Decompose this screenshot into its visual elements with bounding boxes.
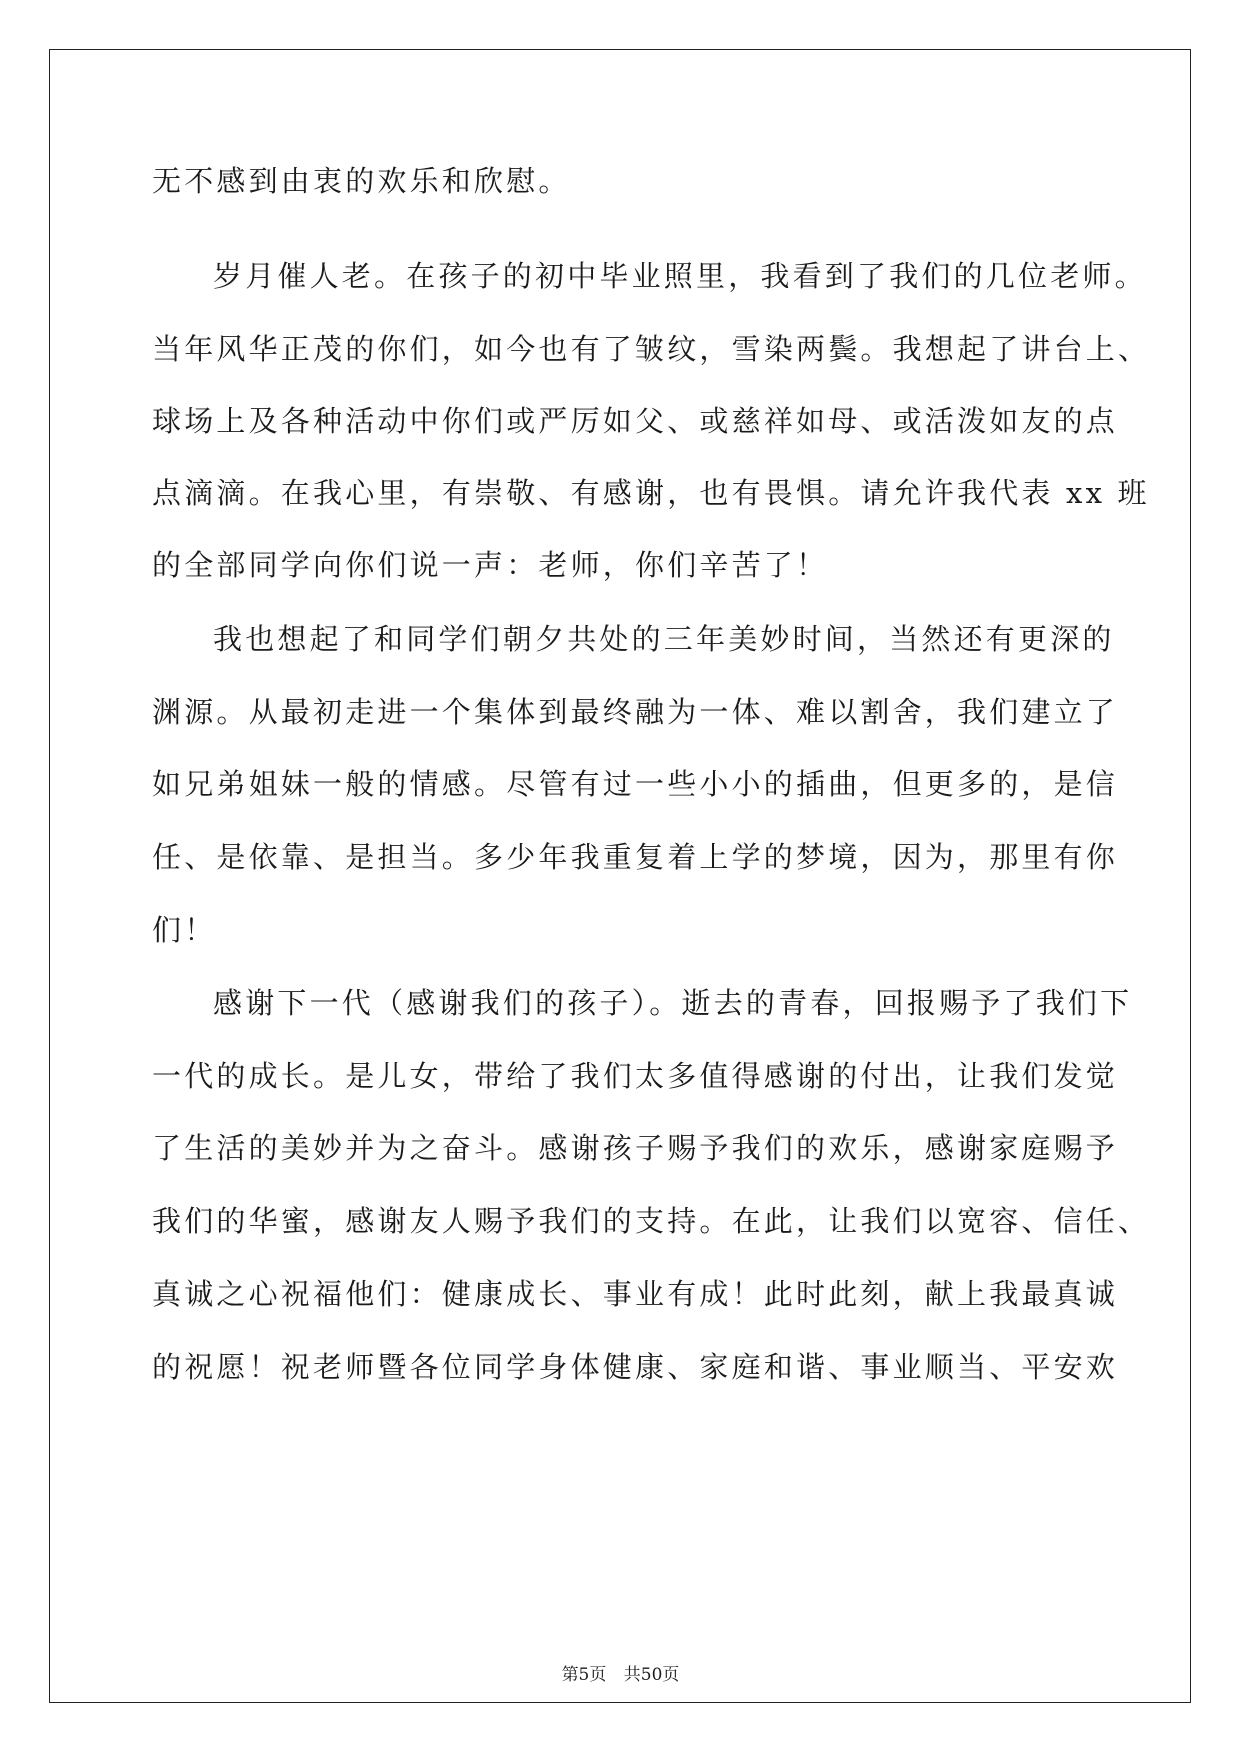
paragraph-start-line: 感谢下一代（感谢我们的孩子）。逝去的青春，回报赐予了我们下 <box>213 986 1133 1020</box>
text-line: 当年风华正茂的你们，如今也有了皱纹，雪染两鬓。我想起了讲台上、 <box>152 332 1151 366</box>
paragraph-start-line: 我也想起了和同学们朝夕共处的三年美妙时间，当然还有更深的 <box>213 622 1115 656</box>
text-line: 一代的成长。是儿女，带给了我们太多值得感谢的付出，让我们发觉 <box>152 1059 1119 1093</box>
text-line: 了生活的美妙并为之奋斗。感谢孩子赐予我们的欢乐，感谢家庭赐予 <box>152 1131 1119 1165</box>
text-line: 的祝愿！祝老师暨各位同学身体健康、家庭和谐、事业顺当、平安欢 <box>152 1350 1119 1384</box>
text-line: 点滴滴。在我心里，有崇敬、有感谢，也有畏惧。请允许我代表 xx 班 <box>152 476 1150 510</box>
paragraph-start-line: 岁月催人老。在孩子的初中毕业照里，我看到了我们的几位老师。 <box>213 259 1147 293</box>
text-line: 如兄弟姐妹一般的情感。尽管有过一些小小的插曲，但更多的，是信 <box>152 767 1119 801</box>
page-footer <box>0 1660 1241 1685</box>
text-line: 任、是依靠、是担当。多少年我重复着上学的梦境，因为，那里有你 <box>152 840 1119 874</box>
text-line: 的全部同学向你们说一声：老师，你们辛苦了！ <box>152 548 829 582</box>
text-line: 真诚之心祝福他们：健康成长、事业有成！此时此刻，献上我最真诚 <box>152 1277 1119 1311</box>
page-number: 第5页 <box>561 1665 607 1685</box>
page-total: 共50页 <box>623 1665 680 1685</box>
text-line: 无不感到由衷的欢乐和欣慰。 <box>152 164 571 198</box>
text-line: 球场上及各种活动中你们或严厉如父、或慈祥如母、或活泼如友的点 <box>152 404 1119 438</box>
text-line: 我们的华蜜，感谢友人赐予我们的支持。在此，让我们以宽容、信任、 <box>152 1204 1151 1238</box>
text-line: 们！ <box>152 913 217 947</box>
text-line: 渊源。从最初走进一个集体到最终融为一体、难以割舍，我们建立了 <box>152 695 1119 729</box>
